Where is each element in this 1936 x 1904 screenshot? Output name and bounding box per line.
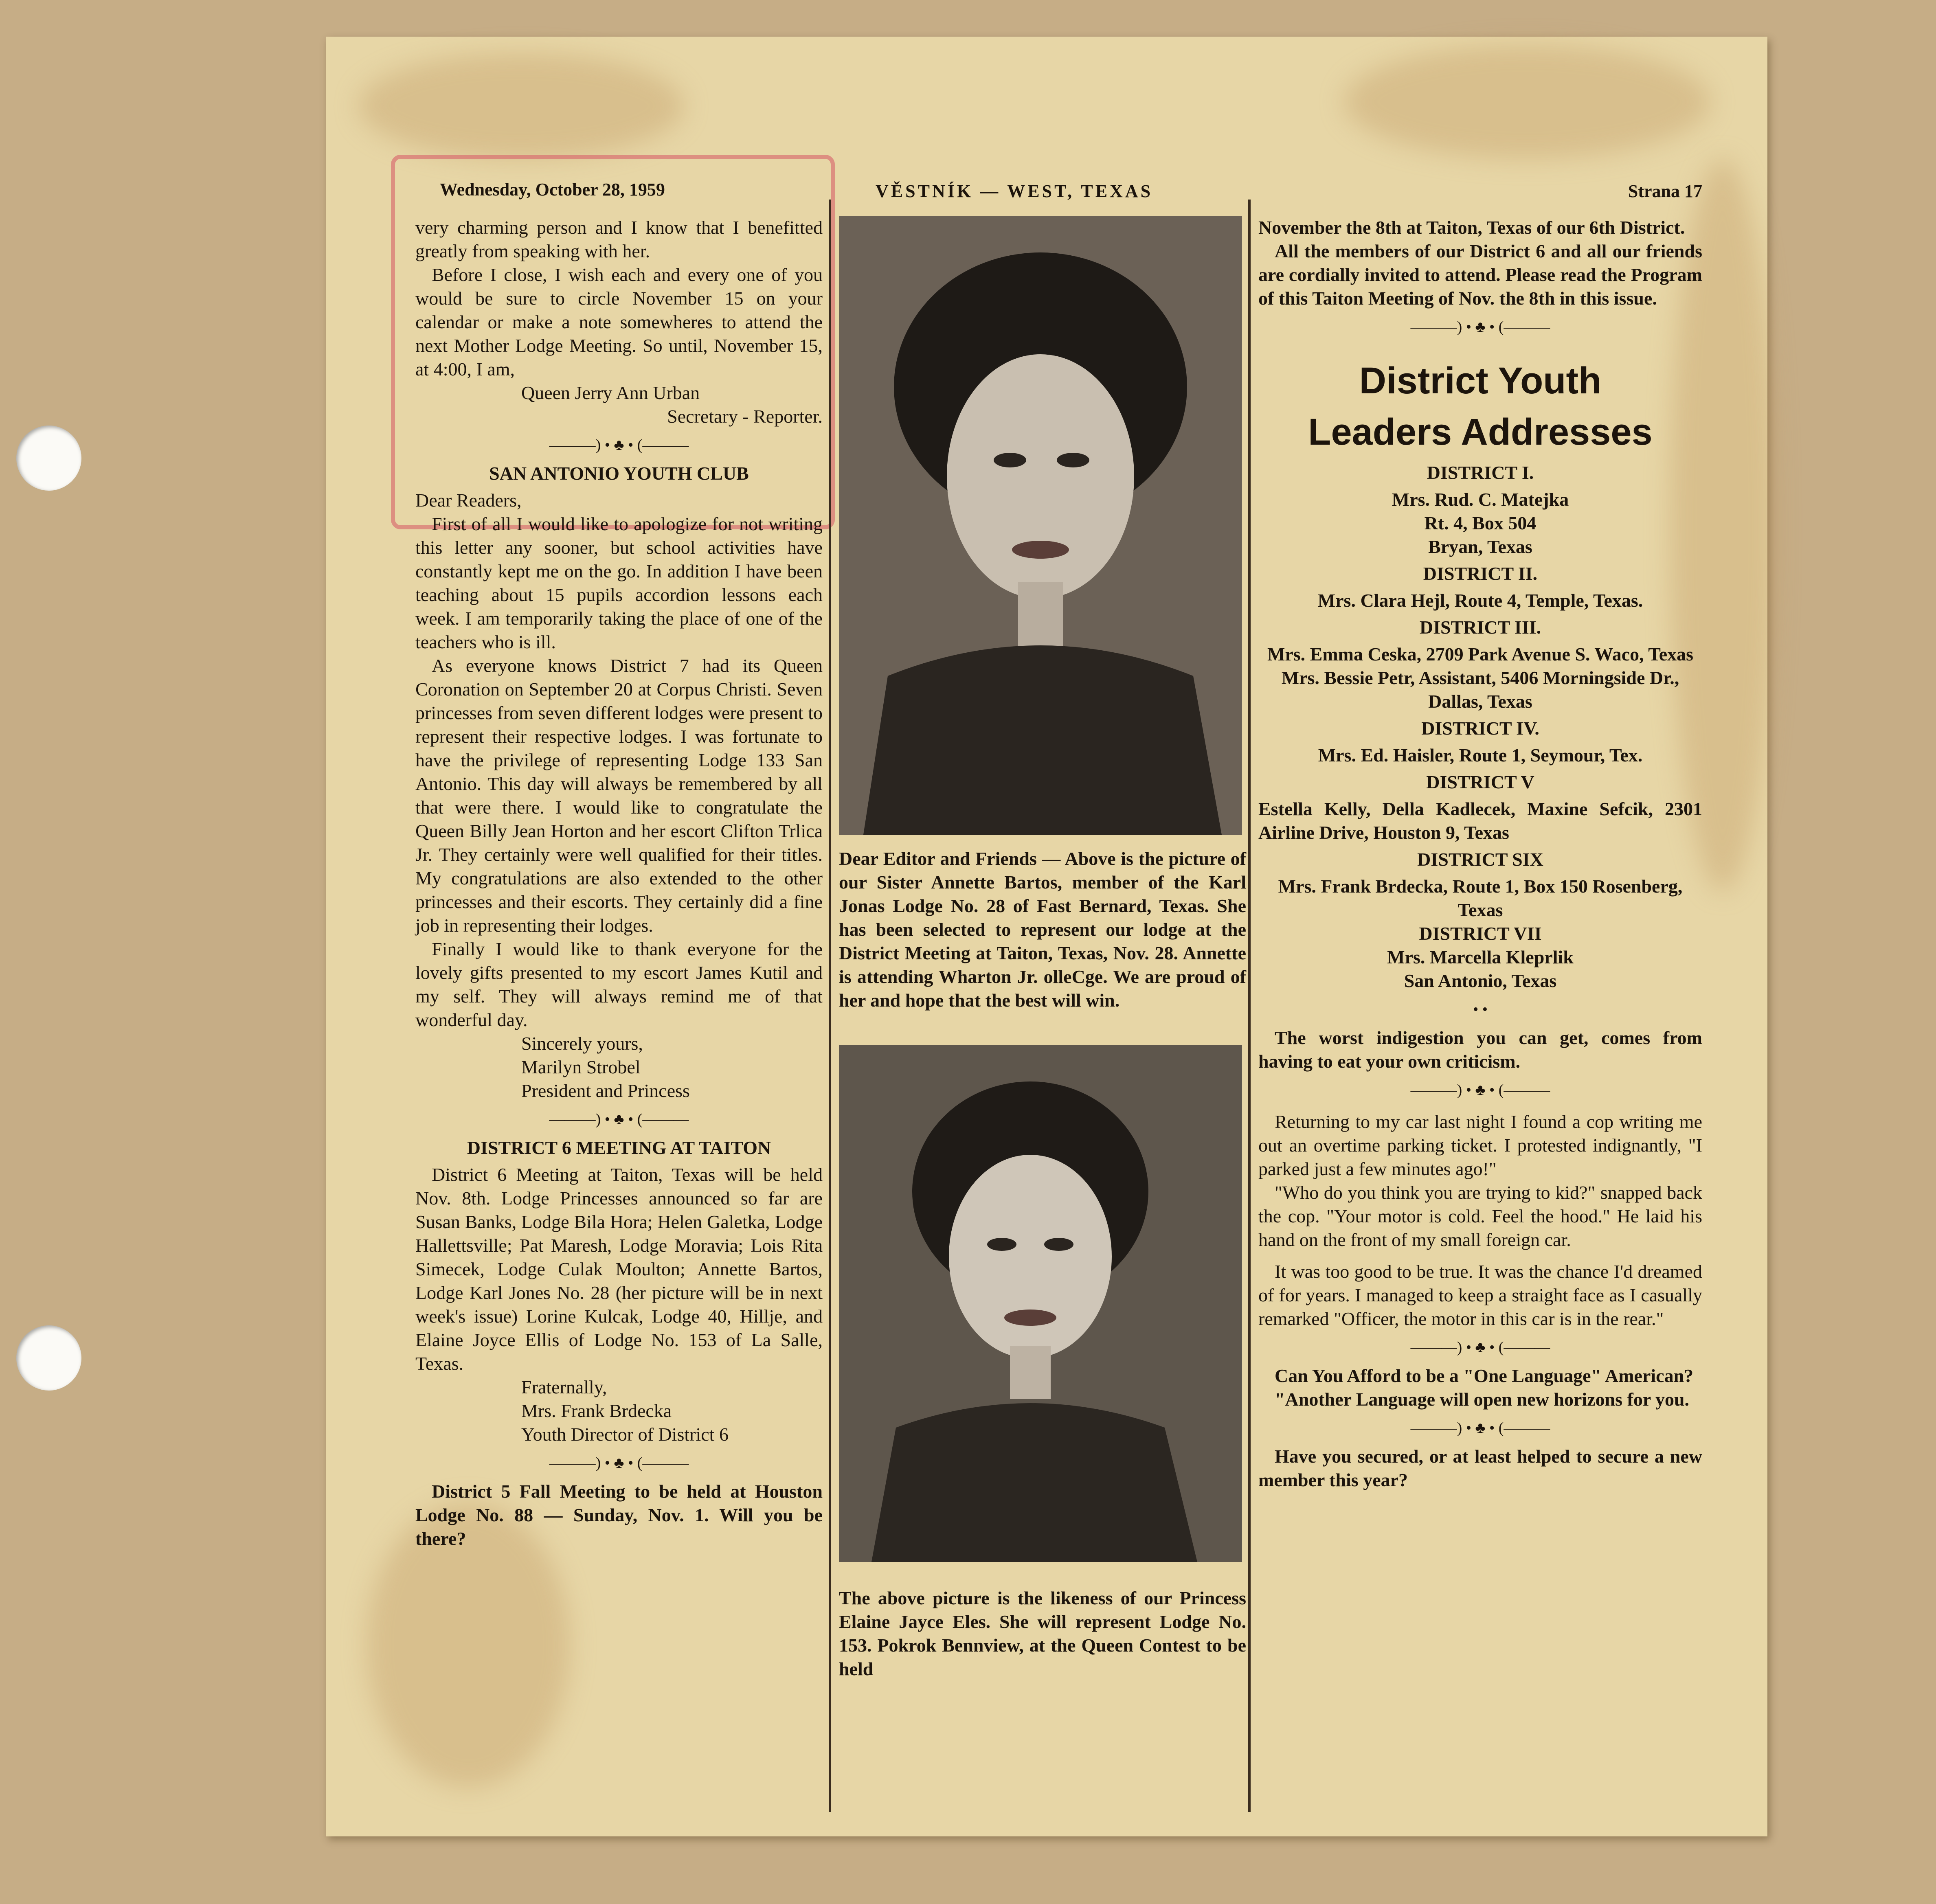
address-line: Estella Kelly, Della Kadlecek, Maxine Sefcik, 2301 Airline Drive, Houston 9, Texas: [1258, 798, 1702, 843]
paragraph: Before I close, I wish each and every one of you would be sure to circle November 15 on your calendar or make a note somewheres to attend the next Mother Lodge Meeting. So until, November 15, at 4:00, I am,: [415, 264, 823, 379]
ornament-divider: ———) • ♣ • (———: [549, 1111, 689, 1128]
membership-notice: Have you secured, or at least helped to secure a new member this year?: [1258, 1446, 1702, 1490]
address-line: Mrs. Emma Ceska, 2709 Park Avenue S. Waco, Texas: [1267, 644, 1694, 665]
stain: [358, 53, 684, 159]
paragraph: All the members of our District 6 and all our friends are cordially invited to attend. Please read the Program of this Taiton Meeting of Nov. the 8th in this issue.: [1258, 241, 1702, 309]
paragraph: It was too good to be true. It was the chance I'd dreamed of for years. I managed to keep a straight face as I casually remarked "Officer, the motor in this car is in the rear.": [1258, 1261, 1702, 1329]
paragraph: Finally I would like to thank everyone for the lovely gifts presented to my escort James Kutil and my self. They will always remind me of that wonderful day.: [415, 939, 823, 1030]
ornament-divider: ———) • ♣ • (———: [1410, 318, 1550, 336]
address-line: Mrs. Ed. Haisler, Route 1, Seymour, Tex.: [1318, 745, 1643, 766]
ornament-divider: ———) • ♣ • (———: [1410, 1339, 1550, 1356]
paragraph: very charming person and I know that I benefitted greatly from speaking with her.: [415, 217, 823, 261]
photo-caption-1: Dear Editor and Friends — Above is the picture of our Sister Annette Bartos, member of the Karl Jonas Lodge No. 28 of Fast Bernard, Texas. She has been selected to represent our lodge at the District Meeting at Taiton, Texas, Nov. 28. Annette is attending Wharton Jr. olleCge. We are proud of her and hope that the best will win.: [839, 848, 1246, 1011]
headline-line-2: Leaders Addresses: [1308, 411, 1653, 453]
stain: [1344, 45, 1710, 159]
signature-line: Marilyn Strobel: [521, 1057, 641, 1077]
address-line: Mrs. Bessie Petr, Assistant, 5406 Morningside Dr., Dallas, Texas: [1281, 667, 1679, 712]
running-header: [407, 175, 1702, 212]
signature-line: Sincerely yours,: [521, 1033, 643, 1054]
address-line: Bryan, Texas: [1428, 536, 1532, 557]
paragraph: First of all I would like to apologize for not writing this letter any sooner, but school activities have constantly kept me on the go. In addition I have been teaching about 15 pupils accordion lessons each week. I am temporarily taking the place of one of the teachers who is ill.: [415, 513, 823, 652]
ornament-divider: ———) • ♣ • (———: [1410, 1419, 1550, 1437]
district-heading: DISTRICT II.: [1423, 563, 1538, 584]
headline-line-1: District Youth: [1359, 360, 1602, 401]
signature-name: Queen Jerry Ann Urban: [521, 382, 700, 403]
district-heading: DISTRICT VII: [1419, 923, 1542, 944]
address-line: Mrs. Clara Hejl, Route 4, Temple, Texas.: [1317, 590, 1643, 611]
signature-line: Mrs. Frank Brdecka: [521, 1400, 672, 1421]
column-right: [1258, 216, 1702, 1492]
signature-title: Secretary - Reporter.: [667, 406, 823, 427]
binder-hole-bottom: [16, 1325, 81, 1391]
paragraph: November the 8th at Taiton, Texas of our 6th District.: [1258, 217, 1685, 238]
ornament-divider: ———) • ♣ • (———: [549, 437, 689, 454]
address-line: Mrs. Marcella Kleprlik: [1387, 947, 1574, 967]
language-line: "Another Language will open new horizons for you.: [1275, 1389, 1690, 1410]
portrait-photo-elaine-eles: [839, 1045, 1242, 1562]
portrait-drawing: [839, 1045, 1242, 1562]
paragraph: District 6 Meeting at Taiton, Texas will be held Nov. 8th. Lodge Princesses announced so far are Susan Banks, Lodge Bila Hora; Helen Galetka, Lodge Hallettsville; Pat Maresh, Lodge Moravia; Lois Rita Simecek, Lodge Culak Moulton; Annette Bartos, Lodge Karl Jones No. 28 (her picture will be in next week's issue) Lorine Kulcak, Lodge 40, Hillje, and Elaine Joyce Ellis of Lodge No. 153 of La Salle, Texas.: [415, 1164, 823, 1374]
column-left: [415, 216, 823, 1551]
signature-line: President and Princess: [521, 1080, 690, 1101]
headline-san-antonio: SAN ANTONIO YOUTH CLUB: [489, 463, 749, 484]
binder-hole-top: [16, 426, 81, 491]
ornament-divider: ———) • ♣ • (———: [549, 1454, 689, 1472]
column-middle: [839, 216, 1246, 1681]
signature-line: Fraternally,: [521, 1377, 607, 1397]
greeting: Dear Readers,: [415, 490, 522, 511]
portrait-drawing: [839, 216, 1242, 835]
paragraph: As everyone knows District 7 had its Queen Coronation on September 20 at Corpus Christi. Seven princesses from seven different lodges were present to represent their respective lodges. I was fortunate to have the privilege of representing Lodge 133 San Antonio. This day will always be remembered by all that were there. I would like to congratulate the Queen Billy Jean Horton and her escort Clifton Trlica Jr. They certainly were well qualified for their titles. My congratulations are also extended to the other princesses and their escorts. They certainly did a fine job in representing their lodges.: [415, 655, 823, 936]
district-heading: DISTRICT SIX: [1417, 849, 1543, 870]
column-rule: [829, 200, 831, 1812]
paragraph: Returning to my car last night I found a cop writing me out an overtime parking ticket. I protested indignantly, "I parked just a few minutes ago!": [1258, 1111, 1702, 1179]
district-heading: DISTRICT IV.: [1421, 718, 1539, 739]
header-date: Wednesday, October 28, 1959: [440, 180, 665, 200]
photo-caption-2: The above picture is the likeness of our Princess Elaine Jayce Eles. She will represent Lodge No. 153. Pokrok Bennview, at the Queen Contest to be held: [839, 1588, 1246, 1679]
header-page: Strana 17: [1628, 181, 1702, 201]
headline-district-6: DISTRICT 6 MEETING AT TAITON: [467, 1137, 771, 1158]
signature-line: Youth Director of District 6: [521, 1424, 729, 1445]
address-line: Mrs. Rud. C. Matejka: [1392, 489, 1569, 510]
column-rule: [1248, 200, 1251, 1812]
district-heading: DISTRICT V: [1426, 772, 1534, 792]
address-line: San Antonio, Texas: [1404, 970, 1557, 991]
quip: The worst indigestion you can get, comes from having to eat your own criticism.: [1258, 1027, 1702, 1072]
header-title: VĚSTNÍK — WEST, TEXAS: [876, 181, 1153, 201]
paragraph: "Who do you think you are trying to kid?" snapped back the cop. "Your motor is cold. Feel the hood." He laid his hand on the front of my small foreign car.: [1258, 1182, 1702, 1250]
district-5-notice: District 5 Fall Meeting to be held at Houston Lodge No. 88 — Sunday, Nov. 1. Will you be there?: [415, 1481, 823, 1549]
newspaper-page: [407, 175, 1702, 1804]
district-heading: DISTRICT I.: [1427, 462, 1534, 483]
portrait-photo-annette-bartos: [839, 216, 1242, 835]
address-line: Rt. 4, Box 504: [1424, 513, 1537, 533]
ornament-divider: ———) • ♣ • (———: [1410, 1081, 1550, 1099]
language-headline: Can You Afford to be a "One Language" American?: [1275, 1365, 1694, 1386]
district-heading: DISTRICT III.: [1419, 617, 1541, 638]
ornament-dots: • •: [1473, 1001, 1488, 1018]
address-line: Mrs. Frank Brdecka, Route 1, Box 150 Rosenberg, Texas: [1278, 876, 1683, 920]
